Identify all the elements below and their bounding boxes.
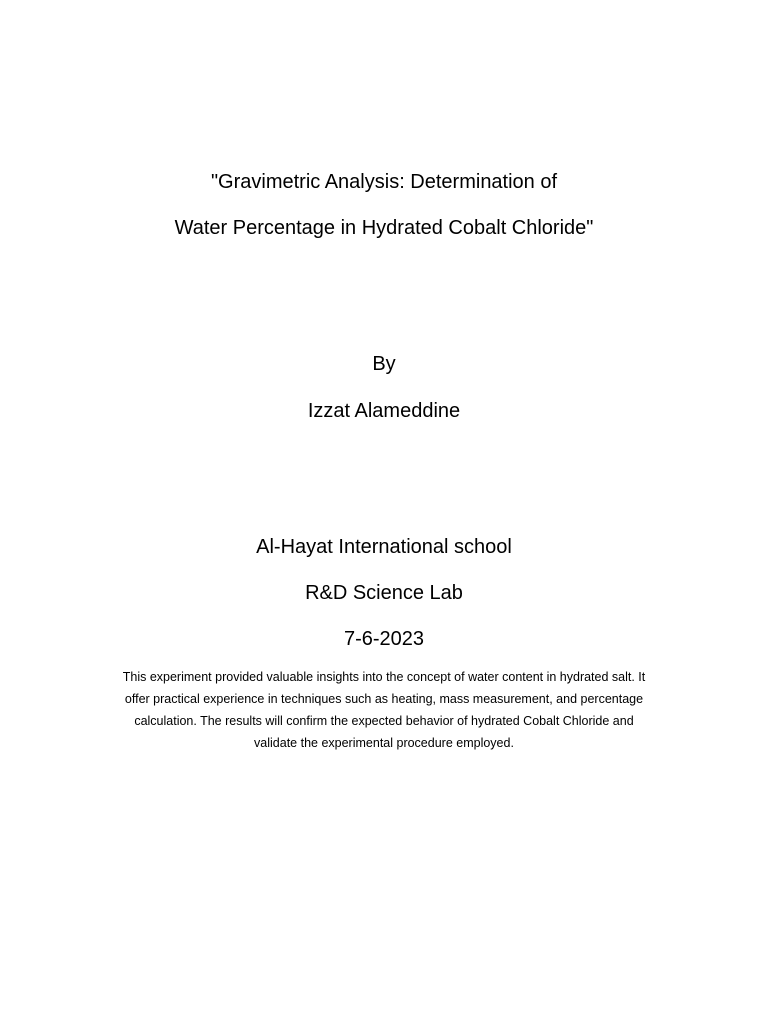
abstract-line: offer practical experience in techniques such as heating, mass measurement, and percentage [124, 692, 644, 706]
abstract-line: validate the experimental procedure employed. [254, 736, 514, 750]
abstract-paragraph [80, 666, 688, 754]
author-name: Izzat Alameddine [307, 400, 461, 422]
title-line-2: Water Percentage in Hydrated Cobalt Chloride" [174, 217, 594, 239]
abstract-line: This experiment provided valuable insights into the concept of water content in hydrated salt. It [122, 670, 646, 684]
abstract-line: calculation. The results will confirm the expected behavior of hydrated Cobalt Chloride and [134, 714, 634, 728]
by-label: By [372, 353, 396, 375]
school-name: Al-Hayat International school [256, 536, 512, 558]
lab-name: R&D Science Lab [305, 582, 463, 604]
title-line-1: "Gravimetric Analysis: Determination of [210, 171, 558, 193]
document-date: 7-6-2023 [343, 628, 425, 650]
